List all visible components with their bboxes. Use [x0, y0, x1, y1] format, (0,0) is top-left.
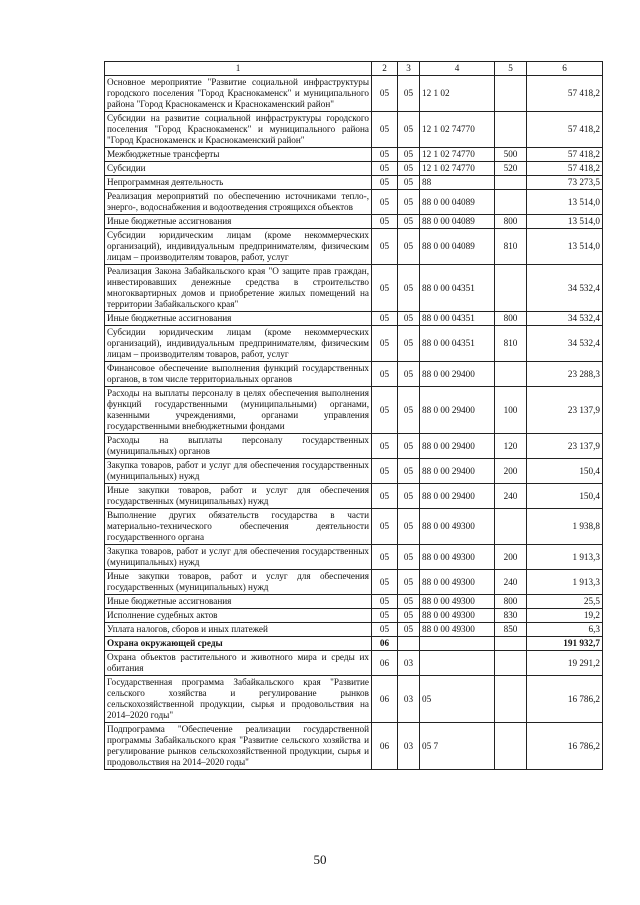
section-code-cell: 05 [372, 326, 398, 362]
target-article-cell: 12 1 02 74770 [420, 112, 495, 148]
amount-cell: 6,3 [527, 623, 603, 637]
expense-type-cell [495, 651, 527, 676]
table-row [105, 459, 603, 484]
expense-name-cell: Иные закупки товаров, работ и услуг для обеспечения государственных (муниципальных) нужд [105, 484, 372, 509]
amount-cell: 1 913,3 [527, 545, 603, 570]
table-row [105, 509, 603, 545]
budget-table [104, 61, 603, 770]
table-row [105, 148, 603, 162]
amount-cell: 1 913,3 [527, 570, 603, 595]
expense-type-cell: 850 [495, 623, 527, 637]
header-cell: 4 [420, 62, 495, 76]
subsection-code-cell: 05 [398, 112, 420, 148]
target-article-cell: 05 7 [420, 723, 495, 770]
amount-cell: 16 786,2 [527, 723, 603, 770]
expense-type-cell [495, 112, 527, 148]
table-row [105, 162, 603, 176]
expense-type-cell: 810 [495, 229, 527, 265]
section-code-cell: 05 [372, 162, 398, 176]
target-article-cell: 88 0 00 29400 [420, 362, 495, 387]
table-row [105, 609, 603, 623]
expense-name-cell: Реализация Закона Забайкальского края "О защите прав граждан, инвестировавших денежные средства в строительство многоквартирных домов и приобретение жилых помещений на территории Забайкальского края" [105, 265, 372, 312]
section-code-cell: 05 [372, 484, 398, 509]
section-code-cell: 06 [372, 651, 398, 676]
expense-type-cell [495, 509, 527, 545]
target-article-cell: 88 0 00 04351 [420, 326, 495, 362]
target-article-cell: 05 [420, 676, 495, 723]
amount-cell: 57 418,2 [527, 162, 603, 176]
table-row [105, 434, 603, 459]
subsection-code-cell: 05 [398, 162, 420, 176]
section-code-cell: 05 [372, 509, 398, 545]
expense-type-cell [495, 176, 527, 190]
expense-name-cell: Основное мероприятие "Развитие социальной инфраструктуры городского поселения "Город Краснокаменск" и муниципального района "Город Краснокаменск и Краснокаменский район" [105, 76, 372, 112]
section-code-cell: 05 [372, 434, 398, 459]
header-cell: 5 [495, 62, 527, 76]
table-row [105, 265, 603, 312]
expense-type-cell: 200 [495, 459, 527, 484]
table-row [105, 623, 603, 637]
amount-cell: 73 273,5 [527, 176, 603, 190]
target-article-cell: 88 0 00 04351 [420, 312, 495, 326]
section-code-cell: 05 [372, 312, 398, 326]
section-code-cell: 05 [372, 190, 398, 215]
expense-type-cell: 200 [495, 545, 527, 570]
target-article-cell: 88 0 00 49300 [420, 545, 495, 570]
amount-cell: 1 938,8 [527, 509, 603, 545]
expense-type-cell: 830 [495, 609, 527, 623]
expense-name-cell: Реализация мероприятий по обеспечению источниками тепло-, энерго-, водоснабжения и водоотведения строящихся объектов [105, 190, 372, 215]
subsection-code-cell: 05 [398, 570, 420, 595]
table-row [105, 637, 603, 651]
subsection-code-cell: 05 [398, 362, 420, 387]
header-row [105, 62, 603, 76]
expense-name-cell: Субсидии юридическим лицам (кроме некоммерческих организаций), индивидуальным предпринимателям, физическим лицам – производителям товаров, работ, услуг [105, 229, 372, 265]
table-row [105, 545, 603, 570]
target-article-cell: 88 0 00 04089 [420, 190, 495, 215]
expense-type-cell [495, 76, 527, 112]
expense-name-cell: Закупка товаров, работ и услуг для обеспечения государственных (муниципальных) нужд [105, 459, 372, 484]
section-code-cell: 05 [372, 215, 398, 229]
table-row [105, 215, 603, 229]
amount-cell: 19,2 [527, 609, 603, 623]
subsection-code-cell: 05 [398, 326, 420, 362]
table-row [105, 484, 603, 509]
expense-name-cell: Иные бюджетные ассигнования [105, 595, 372, 609]
expense-name-cell: Межбюджетные трансферты [105, 148, 372, 162]
subsection-code-cell: 03 [398, 723, 420, 770]
expense-name-cell: Иные бюджетные ассигнования [105, 215, 372, 229]
subsection-code-cell: 05 [398, 190, 420, 215]
amount-cell: 23 137,9 [527, 387, 603, 434]
section-code-cell: 06 [372, 676, 398, 723]
expense-name-cell: Непрограммная деятельность [105, 176, 372, 190]
target-article-cell: 88 0 00 29400 [420, 387, 495, 434]
expense-type-cell [495, 676, 527, 723]
target-article-cell: 12 1 02 74770 [420, 148, 495, 162]
amount-cell: 34 532,4 [527, 326, 603, 362]
subsection-code-cell: 05 [398, 76, 420, 112]
target-article-cell: 88 0 00 49300 [420, 509, 495, 545]
expense-type-cell [495, 637, 527, 651]
expense-name-cell: Иные закупки товаров, работ и услуг для обеспечения государственных (муниципальных) нужд [105, 570, 372, 595]
subsection-code-cell: 05 [398, 484, 420, 509]
table-row [105, 229, 603, 265]
expense-type-cell: 240 [495, 570, 527, 595]
table-row [105, 176, 603, 190]
expense-name-cell: Охрана объектов растительного и животного мира и среды их обитания [105, 651, 372, 676]
amount-cell: 13 514,0 [527, 215, 603, 229]
expense-type-cell: 810 [495, 326, 527, 362]
table-row [105, 326, 603, 362]
header-cell: 1 [105, 62, 372, 76]
target-article-cell: 88 [420, 176, 495, 190]
expense-name-cell: Расходы на выплаты персоналу в целях обеспечения выполнения функций государственными (муниципальными) органами, казенными учреждениями, органами управления государственными внебюджетными фондами [105, 387, 372, 434]
section-code-cell: 06 [372, 637, 398, 651]
section-code-cell: 05 [372, 545, 398, 570]
expense-name-cell: Выполнение других обязательств государства в части материально-технического обеспечения деятельности государственного органа [105, 509, 372, 545]
amount-cell: 23 288,3 [527, 362, 603, 387]
amount-cell: 57 418,2 [527, 112, 603, 148]
expense-name-cell: Субсидии юридическим лицам (кроме некоммерческих организаций), индивидуальным предпринимателям, физическим лицам – производителям товаров, работ, услуг [105, 326, 372, 362]
section-code-cell: 05 [372, 595, 398, 609]
subsection-code-cell: 03 [398, 676, 420, 723]
amount-cell: 13 514,0 [527, 190, 603, 215]
table-row [105, 570, 603, 595]
expense-name-cell: Субсидии [105, 162, 372, 176]
expense-name-cell: Охрана окружающей среды [105, 637, 372, 651]
amount-cell: 57 418,2 [527, 148, 603, 162]
amount-cell: 191 932,7 [527, 637, 603, 651]
expense-type-cell: 520 [495, 162, 527, 176]
subsection-code-cell: 05 [398, 176, 420, 190]
subsection-code-cell: 05 [398, 215, 420, 229]
amount-cell: 13 514,0 [527, 229, 603, 265]
expense-name-cell: Финансовое обеспечение выполнения функций государственных органов, в том числе территориальных органов [105, 362, 372, 387]
expense-name-cell: Закупка товаров, работ и услуг для обеспечения государственных (муниципальных) нужд [105, 545, 372, 570]
target-article-cell: 88 0 00 04089 [420, 229, 495, 265]
expense-type-cell: 120 [495, 434, 527, 459]
expense-type-cell [495, 723, 527, 770]
subsection-code-cell: 05 [398, 545, 420, 570]
expense-name-cell: Субсидии на развитие социальной инфраструктуры городского поселения "Город Краснокаменск" и муниципального района "Город Краснокаменск и Краснокаменский район" [105, 112, 372, 148]
target-article-cell: 88 0 00 29400 [420, 459, 495, 484]
section-code-cell: 05 [372, 76, 398, 112]
expense-type-cell: 500 [495, 148, 527, 162]
section-code-cell: 05 [372, 570, 398, 595]
header-cell: 6 [527, 62, 603, 76]
amount-cell: 23 137,9 [527, 434, 603, 459]
expense-type-cell [495, 362, 527, 387]
expense-name-cell: Уплата налогов, сборов и иных платежей [105, 623, 372, 637]
target-article-cell: 88 0 00 04351 [420, 265, 495, 312]
section-code-cell: 05 [372, 112, 398, 148]
expense-name-cell: Подпрограмма "Обеспечение реализации государственной программы Забайкальского края "Развитие сельского хозяйства и регулирование рынков сельскохозяйственной продукции, сырья и продовольствия на 2014–2020 годы" [105, 723, 372, 770]
subsection-code-cell: 05 [398, 509, 420, 545]
section-code-cell: 05 [372, 387, 398, 434]
section-code-cell: 05 [372, 148, 398, 162]
expense-type-cell: 800 [495, 595, 527, 609]
target-article-cell [420, 651, 495, 676]
section-code-cell: 05 [372, 362, 398, 387]
table-row [105, 112, 603, 148]
table-row [105, 676, 603, 723]
subsection-code-cell: 05 [398, 595, 420, 609]
section-code-cell: 05 [372, 176, 398, 190]
table-row [105, 595, 603, 609]
subsection-code-cell: 05 [398, 609, 420, 623]
section-code-cell: 05 [372, 265, 398, 312]
target-article-cell: 88 0 00 49300 [420, 609, 495, 623]
section-code-cell: 05 [372, 609, 398, 623]
header-cell: 2 [372, 62, 398, 76]
subsection-code-cell: 05 [398, 148, 420, 162]
target-article-cell: 88 0 00 04089 [420, 215, 495, 229]
expense-type-cell: 100 [495, 387, 527, 434]
target-article-cell [420, 637, 495, 651]
subsection-code-cell [398, 637, 420, 651]
amount-cell: 34 532,4 [527, 312, 603, 326]
subsection-code-cell: 05 [398, 265, 420, 312]
table-row [105, 387, 603, 434]
subsection-code-cell: 03 [398, 651, 420, 676]
section-code-cell: 05 [372, 229, 398, 265]
subsection-code-cell: 05 [398, 312, 420, 326]
table-row [105, 190, 603, 215]
section-code-cell: 05 [372, 459, 398, 484]
table-row [105, 651, 603, 676]
header-cell: 3 [398, 62, 420, 76]
amount-cell: 34 532,4 [527, 265, 603, 312]
amount-cell: 25,5 [527, 595, 603, 609]
amount-cell: 19 291,2 [527, 651, 603, 676]
page-number: 50 [313, 852, 327, 867]
table-row [105, 312, 603, 326]
target-article-cell: 88 0 00 49300 [420, 623, 495, 637]
expense-type-cell: 240 [495, 484, 527, 509]
subsection-code-cell: 05 [398, 623, 420, 637]
amount-cell: 150,4 [527, 484, 603, 509]
table-row [105, 723, 603, 770]
expense-type-cell: 800 [495, 312, 527, 326]
expense-name-cell: Исполнение судебных актов [105, 609, 372, 623]
expense-type-cell [495, 265, 527, 312]
amount-cell: 150,4 [527, 459, 603, 484]
expense-name-cell: Иные бюджетные ассигнования [105, 312, 372, 326]
target-article-cell: 88 0 00 49300 [420, 595, 495, 609]
expense-type-cell: 800 [495, 215, 527, 229]
target-article-cell: 88 0 00 29400 [420, 434, 495, 459]
amount-cell: 57 418,2 [527, 76, 603, 112]
expense-name-cell: Расходы на выплаты персоналу государственных (муниципальных) органов [105, 434, 372, 459]
section-code-cell: 06 [372, 723, 398, 770]
subsection-code-cell: 05 [398, 387, 420, 434]
subsection-code-cell: 05 [398, 229, 420, 265]
target-article-cell: 12 1 02 [420, 76, 495, 112]
target-article-cell: 88 0 00 49300 [420, 570, 495, 595]
target-article-cell: 12 1 02 74770 [420, 162, 495, 176]
table-row [105, 76, 603, 112]
expense-name-cell: Государственная программа Забайкальского края "Развитие сельского хозяйства и регулирование рынков сельскохозяйственной продукции, сырья и продовольствия на 2014–2020 годы" [105, 676, 372, 723]
subsection-code-cell: 05 [398, 434, 420, 459]
subsection-code-cell: 05 [398, 459, 420, 484]
expense-type-cell [495, 190, 527, 215]
table-row [105, 362, 603, 387]
amount-cell: 16 786,2 [527, 676, 603, 723]
section-code-cell: 05 [372, 623, 398, 637]
target-article-cell: 88 0 00 29400 [420, 484, 495, 509]
